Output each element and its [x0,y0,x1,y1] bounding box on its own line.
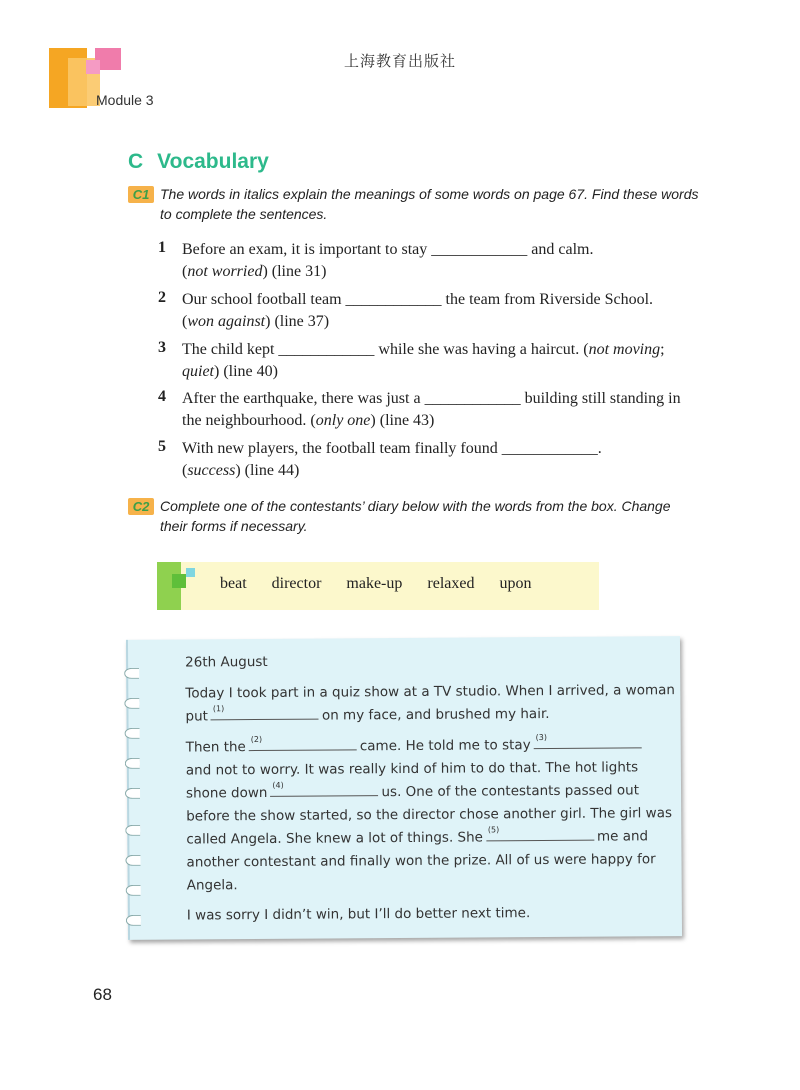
question-number: 3 [158,339,166,356]
diary-line: Then the [185,739,246,756]
binder-ring [125,728,140,739]
question-line-ref: ) (line 43) [370,412,435,429]
question-body: Before an exam, it is important to stay ____________ and calm. [182,241,594,258]
question-line-ref: ) (line 40) [214,363,278,380]
question-body: Our school football team ____________ the team from Riverside School. ( [182,291,654,330]
question-body: After the earthquake, there was just a ____________ building still standing in the neighbourhood. ( [182,390,681,429]
diary-line: before the show started, so the director chose another girl. The girl was [186,805,673,825]
question-text [182,339,682,383]
diary-line: us. One of the contestants passed out [381,782,640,801]
word-list [220,575,556,593]
diary-line: Angela. [186,877,238,894]
binder-ring [124,698,139,709]
question-paren-open: ( [182,462,188,479]
binder-ring [126,915,141,926]
question-body: With new players, the football team finally found ____________. [182,440,602,457]
section-letter: C [128,150,144,173]
question-text [182,438,682,482]
section-title [128,150,269,174]
diary-paragraph-1 [185,679,675,728]
question-hint: success [187,462,236,479]
binder-ring [124,668,139,679]
question-body: The child kept ____________ while she was having a haircut. ( [182,341,589,358]
publisher-name: 上海教育出版社 [343,52,456,70]
c1-instruction: The words in italics explain the meanings of some words on page 67. Find these words to complete the sentences. [160,186,699,222]
diary-note [126,636,682,940]
c2-tag: C2 [128,498,154,515]
binder-ring [125,758,140,769]
blank-3: (3) [534,733,642,749]
binder-ring [125,825,140,836]
diary-paragraph-2 [186,733,677,897]
blank-2: (2) [249,735,357,751]
diary-line: shone down [185,784,268,802]
question-number: 5 [158,438,166,455]
diary-line: me and [596,828,649,845]
question-hint: quiet [182,363,214,380]
blank-5: (5) [486,826,594,842]
word-item: director [271,575,322,592]
binder-ring [126,885,141,896]
word-item: beat [220,575,247,592]
word-box-accent-square [172,574,186,588]
module-label: Module 3 [96,92,154,108]
diary-line: Today I took part in a quiz show at a TV studio. When I arrived, a woman [185,682,676,702]
question-text [182,388,682,432]
diary-line: another contestant and finally won the prize. All of us were happy for [186,851,656,871]
question-hint: not worried [187,263,263,280]
page-number: 68 [93,985,112,1004]
question-line-ref: ) (line 37) [265,313,330,330]
question-line-ref: ) (line 31) [262,263,327,280]
question-number: 1 [158,239,166,256]
word-item: make-up [346,575,403,592]
c2-instruction: Complete one of the contestants’ diary below with the words from the box. Change their forms if necessary. [160,498,671,534]
diary-date: 26th August [185,653,268,671]
question-separator: ; [660,341,665,358]
word-box-accent-dot [186,568,195,577]
binder-ring [125,855,140,866]
diary-paragraph-3: I was sorry I didn’t win, but I’ll do better next time. [186,905,531,924]
question-text [182,289,682,333]
blank-1: (1) [211,705,319,721]
c1-tag: C1 [128,186,154,203]
diary-line: put [185,708,208,725]
question-paren-open: ( [182,263,188,280]
question-hint: only one [315,412,371,429]
question-hint: not moving [588,341,661,358]
diary-line: came. He told me to stay [359,737,531,755]
question-hint: won against [187,313,266,330]
word-item: relaxed [427,575,475,592]
diary-line: and not to worry. It was really kind of him to do that. The hot lights [185,759,639,779]
diary-line: on my face, and brushed my hair. [321,705,550,724]
blank-4: (4) [270,781,378,797]
section-name: Vocabulary [157,150,269,173]
diary-line: called Angela. She knew a lot of things. She [186,829,484,848]
question-number: 4 [158,388,166,405]
question-line-ref: ) (line 44) [235,462,300,479]
word-item: upon [499,575,532,592]
question-number: 2 [158,289,166,306]
binder-ring [125,788,140,799]
question-text [182,239,682,283]
